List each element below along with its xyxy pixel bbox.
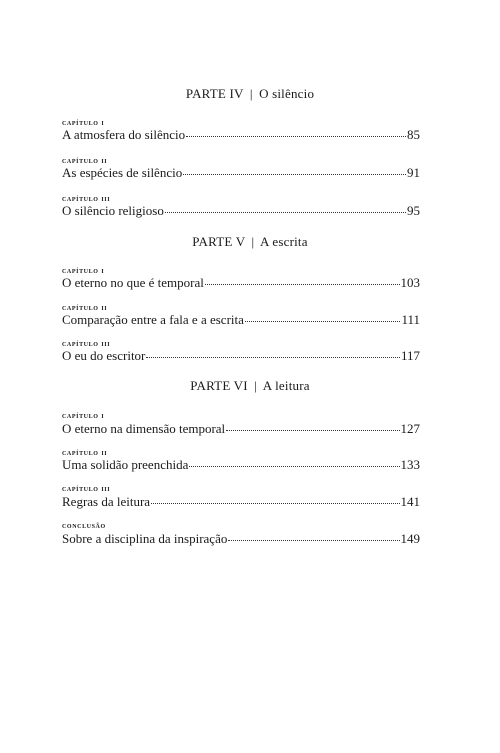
page-number: 103 xyxy=(400,275,420,290)
part-title: O silêncio xyxy=(259,86,315,101)
chapter-title: A atmosfera do silêncio xyxy=(62,127,186,142)
toc-entry xyxy=(62,165,420,181)
leader-dots xyxy=(205,284,400,285)
chapter-label: capítulo i xyxy=(62,410,105,420)
page-number: 141 xyxy=(400,494,420,509)
part-separator: | xyxy=(249,86,253,101)
chapter-title: O eterno no que é temporal xyxy=(62,275,204,290)
toc-entry xyxy=(62,127,420,143)
page-number: 149 xyxy=(400,531,420,546)
page-number: 117 xyxy=(400,348,420,363)
chapter-title: O eterno na dimensão temporal xyxy=(62,421,226,436)
leader-dots xyxy=(186,136,406,137)
chapter-label: capítulo i xyxy=(62,117,105,127)
leader-dots xyxy=(245,321,401,322)
chapter-title: Comparação entre a fala e a escrita xyxy=(62,312,244,327)
part-separator: | xyxy=(254,378,258,393)
part-title: A escrita xyxy=(260,234,308,249)
part-label: PARTE VI xyxy=(190,378,248,393)
toc-entry xyxy=(62,312,420,328)
leader-dots xyxy=(146,357,400,358)
toc-entry xyxy=(62,421,420,437)
conclusion-label: conclusão xyxy=(62,520,106,530)
chapter-title: Regras da leitura xyxy=(62,494,151,509)
page-number: 111 xyxy=(401,312,420,327)
chapter-label: capítulo iii xyxy=(62,193,111,203)
leader-dots xyxy=(228,540,399,541)
toc-entry xyxy=(62,531,420,547)
chapter-label: capítulo ii xyxy=(62,447,108,457)
chapter-label: capítulo i xyxy=(62,265,105,275)
part-heading xyxy=(0,86,500,102)
toc-entry xyxy=(62,203,420,219)
chapter-label: capítulo iii xyxy=(62,338,111,348)
page-number: 95 xyxy=(407,203,420,218)
leader-dots xyxy=(189,466,399,467)
leader-dots xyxy=(165,212,406,213)
chapter-title: Sobre a disciplina da inspiração xyxy=(62,531,228,546)
chapter-title: Uma solidão preenchida xyxy=(62,457,189,472)
chapter-title: O silêncio religioso xyxy=(62,203,164,218)
leader-dots xyxy=(183,174,406,175)
leader-dots xyxy=(226,430,399,431)
chapter-label: capítulo iii xyxy=(62,483,111,493)
part-heading xyxy=(0,378,500,394)
page-number: 85 xyxy=(407,127,420,142)
toc-entry xyxy=(62,275,420,291)
part-title: A leitura xyxy=(262,378,310,393)
part-label: PARTE IV xyxy=(185,86,244,101)
chapter-title: O eu do escritor xyxy=(62,348,146,363)
toc-entry xyxy=(62,348,420,364)
toc-entry xyxy=(62,494,420,510)
page-number: 91 xyxy=(407,165,420,180)
page-number: 133 xyxy=(400,457,420,472)
chapter-label: capítulo ii xyxy=(62,155,108,165)
part-label: PARTE V xyxy=(192,234,246,249)
toc-entry xyxy=(62,457,420,473)
page-number: 127 xyxy=(400,421,420,436)
leader-dots xyxy=(151,503,399,504)
chapter-label: capítulo ii xyxy=(62,302,108,312)
chapter-title: As espécies de silêncio xyxy=(62,165,183,180)
part-separator: | xyxy=(251,234,255,249)
part-heading xyxy=(0,234,500,250)
